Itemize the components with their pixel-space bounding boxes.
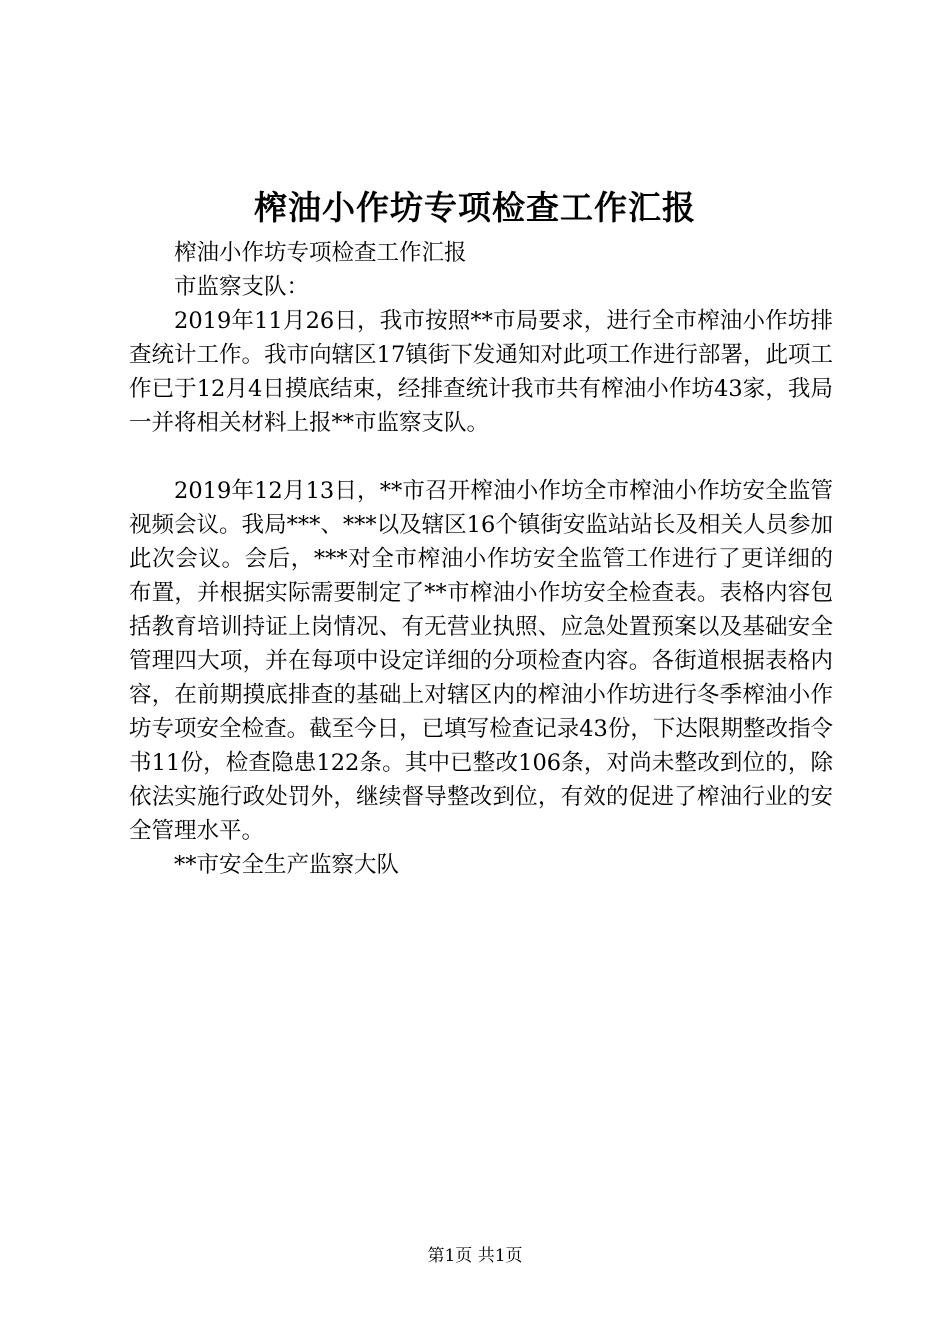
document-body: [129, 236, 833, 882]
subtitle-paragraph: 榨油小作坊专项检查工作汇报: [174, 240, 467, 266]
body-paragraph-1: 2019年11月26日，我市按照**市局要求，进行全市榨油小作坊排查统计工作。我市向辖区17镇街下发通知对此项工作进行部署，此项工作已于12月4日摸底结束，经排查统计我市共有榨油小作坊43家，我局一并将相关材料上报**市监察支队。: [129, 308, 833, 436]
salutation-paragraph: 市监察支队：: [174, 274, 310, 300]
body-paragraph-2: 2019年12月13日，**市召开榨油小作坊全市榨油小作坊安全监管视频会议。我局***、***以及辖区16个镇街安监站站长及相关人员参加此次会议。会后，***对全市榨油小作坊安全监管工作进行了更详细的布置，并根据实际需要制定了**市榨油小作坊安全检查表。表格内容包括教育培训持证上岗情况、有无营业执照、应急处置预案以及基础安全管理四大项，并在每项中设定详细的分项检查内容。各街道根据表格内容，在前期摸底排查的基础上对辖区内的榨油小作坊进行冬季榨油小作坊专项安全检查。截至今日，已填写检查记录43份，下达限期整改指令书11份，检查隐患122条。其中已整改106条，对尚未整改到位的，除依法实施行政处罚外，继续督导整改到位，有效的促进了榨油行业的安全管理水平。: [129, 478, 833, 844]
page-number-footer: 第1页 共1页: [427, 1246, 523, 1266]
signature-paragraph: **市安全生产监察大队: [174, 852, 400, 878]
document-title: 榨油小作坊专项检查工作汇报: [254, 188, 696, 227]
